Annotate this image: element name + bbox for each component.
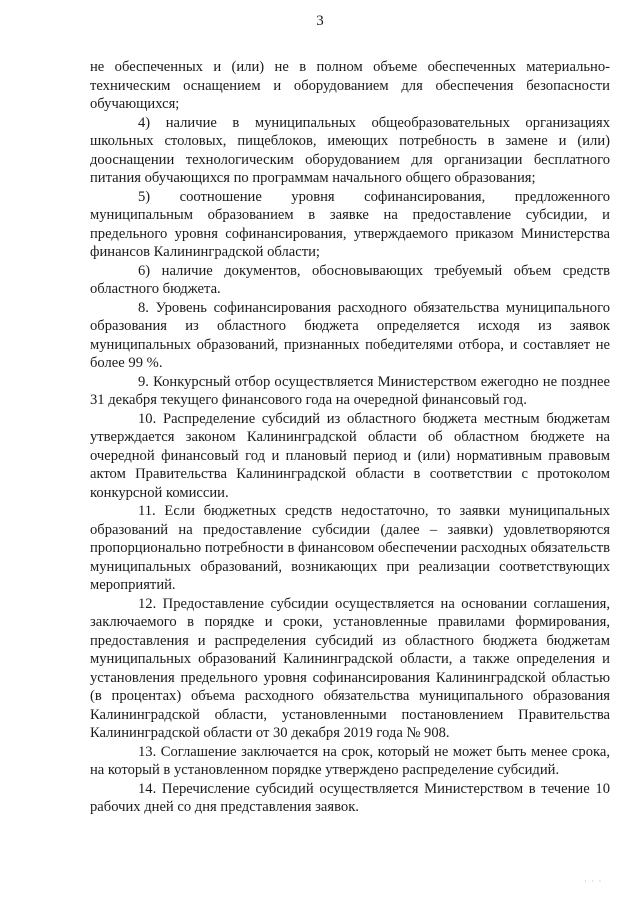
paragraph-item-4: 4) наличие в муниципальных общеобразовательных организациях школьных столовых, пищеблоков, имеющих потребность в замене и (или) дооснащении технологическим оборудованием для организации бесплатного питания обучающихся по программам начального общего образования; — [90, 114, 610, 186]
paragraph-clause-9: 9. Конкурсный отбор осуществляется Министерством ежегодно не позднее 31 декабря текущего финансового года на очередной финансовый год. — [90, 373, 610, 408]
paragraph-continuation: не обеспеченных и (или) не в полном объеме обеспеченных материально-техническим оснащением и оборудованием для обеспечения безопасности обучающихся; — [90, 59, 610, 112]
paragraph-item-5: 5) соотношение уровня софинансирования, предложенного муниципальным образованием в заявке на предоставление субсидии, и предельного уровня софинансирования, утверждаемого приказом Министерства финансов Калининградской области; — [90, 188, 610, 260]
paragraph-clause-10: 10. Распределение субсидий из областного бюджета местным бюджетам утверждается законом Калининградской области об областном бюджете на очередной финансовый год и плановый период и (или) нормативным правовым актом Правительства Калининградской области в соответствии с протоколом конкурсной комиссии. — [90, 410, 610, 501]
paragraph-clause-13: 13. Соглашение заключается на срок, который не может быть менее срока, на который в установленном порядке утверждено распределение субсидий. — [90, 743, 610, 778]
paragraph-clause-8: 8. Уровень софинансирования расходного обязательства муниципального образования из областного бюджета определяется исходя из заявок муниципальных образований, признанных победителями отбора, и составляет не более 99 %. — [90, 299, 610, 371]
page-number: 3 — [316, 13, 324, 29]
scan-mark: · · · — [584, 876, 603, 886]
document-body — [90, 58, 610, 817]
paragraph-clause-14: 14. Перечисление субсидий осуществляется Министерством в течение 10 рабочих дней со дня представления заявок. — [90, 780, 610, 815]
paragraph-clause-11: 11. Если бюджетных средств недостаточно, то заявки муниципальных образований на предоставление субсидии (далее – заявки) удовлетворяются пропорционально потребности в финансовом обеспечении расходных обязательств муниципальных образований, возникающих при реализации соответствующих мероприятий. — [90, 503, 610, 593]
paragraph-clause-12: 12. Предоставление субсидии осуществляется на основании соглашения, заключаемого в порядке и сроки, установленные правилами формирования, предоставления и распределения субсидий из областного бюджета бюджетам муниципальных образований Калининградской области, а также определения и установления предельного уровня софинансирования Калининградской областью (в процентах) объема расходного обязательства муниципального образования Калининградской области, установленными постановлением Правительства Калининградской области от 30 декабря 2019 года № 908. — [90, 595, 610, 741]
paragraph-item-6: 6) наличие документов, обосновывающих требуемый объем средств областного бюджета. — [90, 262, 610, 297]
